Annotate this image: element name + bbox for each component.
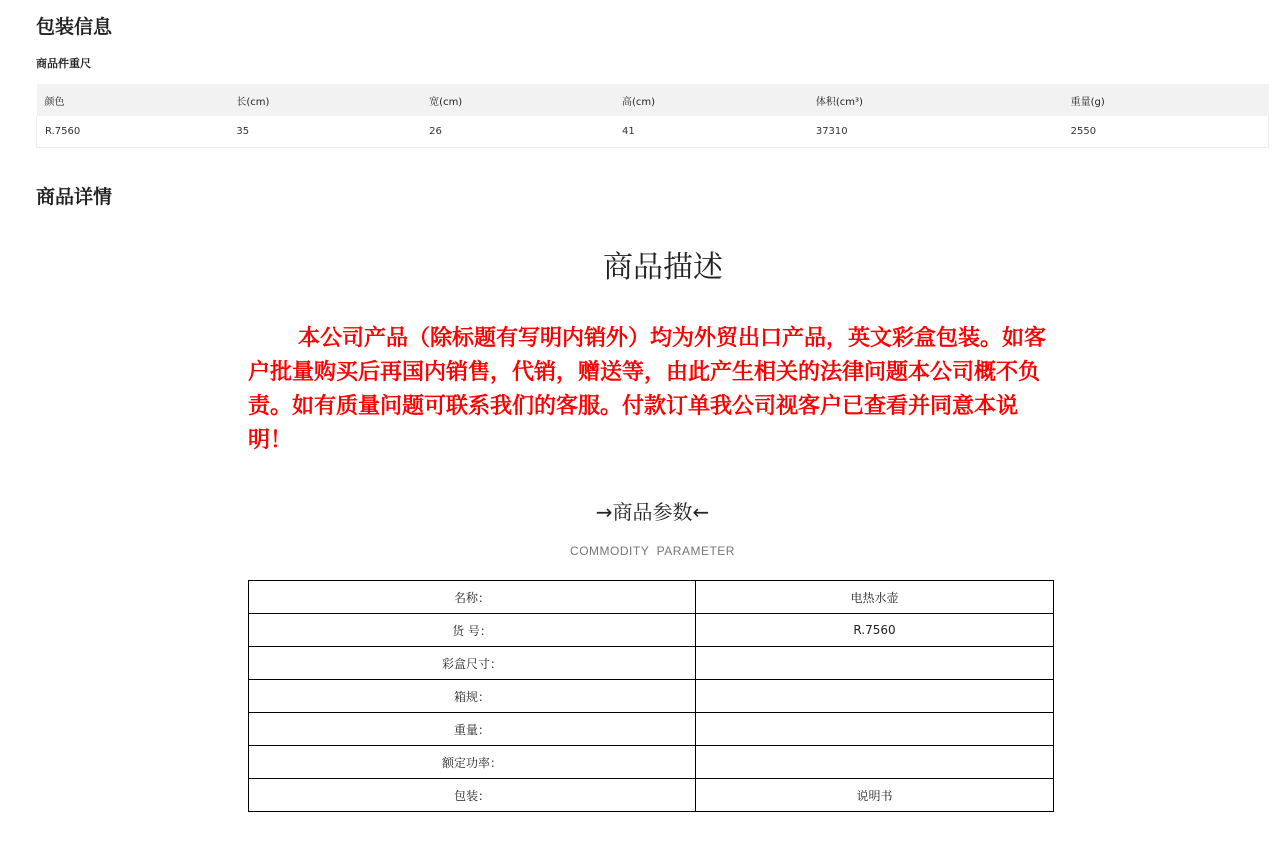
param-value [696,680,1054,713]
packaging-info-title: 包装信息 [36,16,113,38]
packaging-subtitle: 商品件重尺 [36,57,91,70]
param-key: 名称： [249,581,696,614]
param-value [696,713,1054,746]
table-row [249,581,1054,614]
header-height: 高(cm) [614,84,808,116]
cell-volume: 37310 [808,116,1063,148]
packaging-header-row [37,84,1269,116]
table-row [249,680,1054,713]
cell-weight: 2550 [1063,116,1269,148]
param-key: 箱规： [249,680,696,713]
table-row [249,614,1054,647]
param-value [696,746,1054,779]
table-row [37,116,1269,148]
params-subheading: COMMODITY PARAMETER [570,544,735,558]
param-value [696,647,1054,680]
table-row [249,779,1054,812]
cell-height: 41 [614,116,808,148]
param-value: 说明书 [696,779,1054,812]
cell-width: 26 [421,116,614,148]
export-notice-text: 本公司产品（除标题有写明内销外）均为外贸出口产品，英文彩盒包装。如客户批量购买后再国内销售，代销，赠送等，由此产生相关的法律问题本公司概不负责。如有质量问题可联系我们的客服。付款订单我公司视客户已查看并同意本说明！ [248,326,1047,453]
packaging-table [36,84,1269,148]
param-key: 额定功率： [249,746,696,779]
header-width: 宽(cm) [421,84,614,116]
params-heading: →商品参数← [595,500,710,524]
header-color: 颜色 [37,84,229,116]
table-row [249,647,1054,680]
header-weight: 重量(g) [1063,84,1269,116]
description-heading: 商品描述 [603,250,723,285]
param-value: R.7560 [696,614,1054,647]
cell-length: 35 [228,116,421,148]
param-key: 货 号： [249,614,696,647]
table-row [249,746,1054,779]
table-row [249,713,1054,746]
header-length: 长(cm) [228,84,421,116]
product-details-title: 商品详情 [36,186,113,208]
param-value: 电热水壶 [696,581,1054,614]
header-volume: 体积(cm³) [808,84,1063,116]
param-key: 彩盒尺寸： [249,647,696,680]
cell-color: R.7560 [37,116,229,148]
params-table [248,580,1054,812]
param-key: 包装： [249,779,696,812]
param-key: 重量： [249,713,696,746]
